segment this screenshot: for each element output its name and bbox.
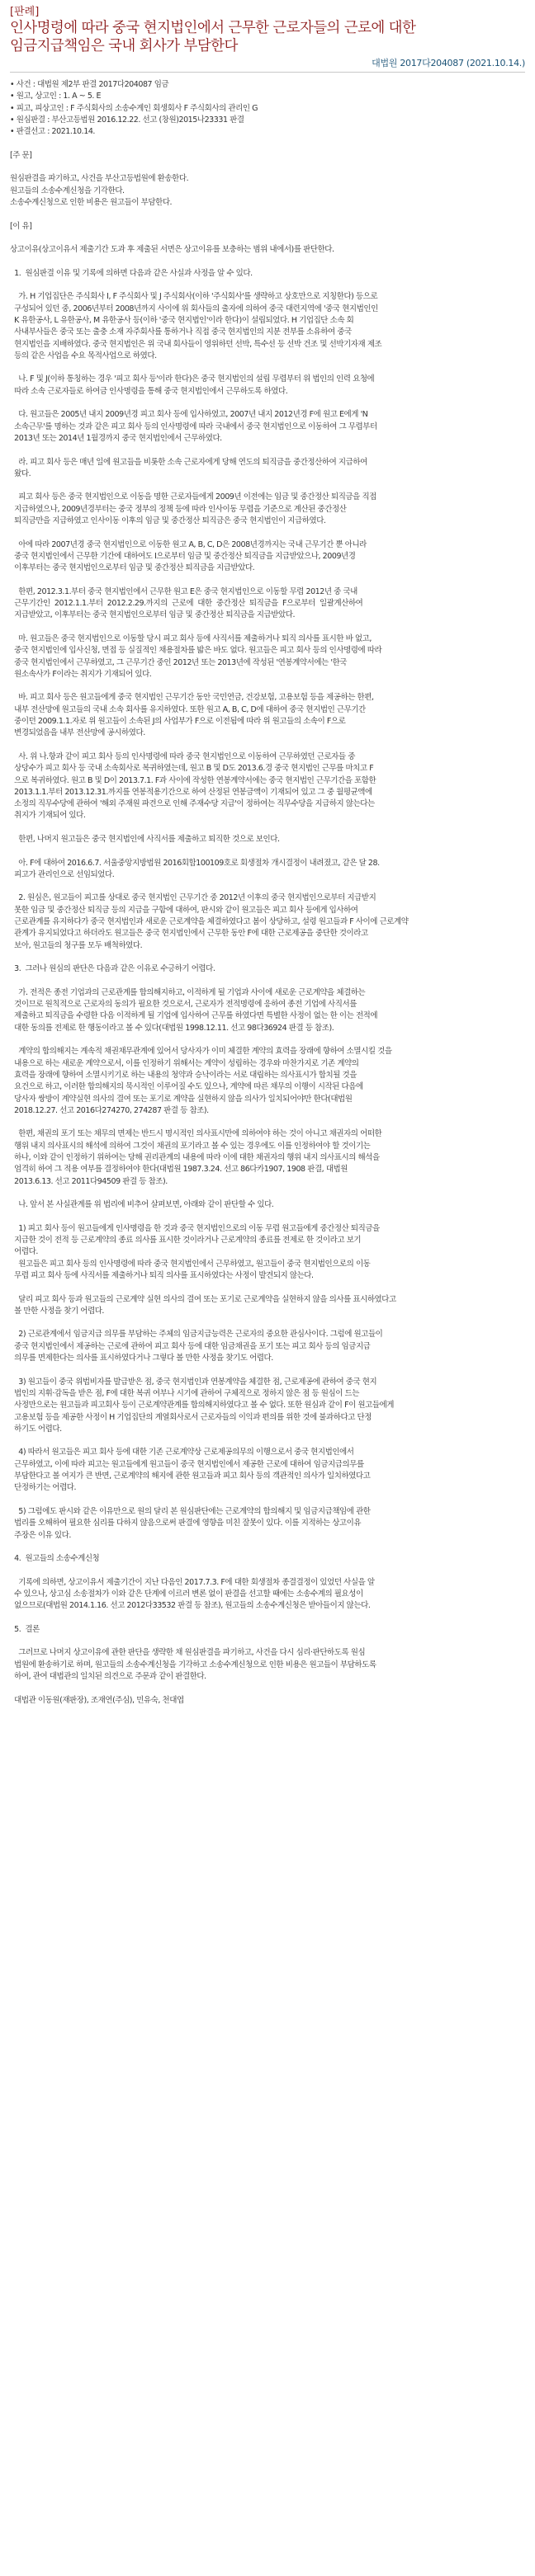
body-line: 아. F에 대하여 2016.6.7. 서울중앙지방법원 2016회합100109호로 회생절차 개시결정이 내려졌고, 같은 달 28. <box>10 858 380 868</box>
body-line: 사내부사들은 중국 또는 출충 소재 자주회사를 통하거나 직접 중국 현지법인의 지분 전부를 소유하여 중국 <box>10 327 352 337</box>
body-line <box>10 398 525 409</box>
body-line: 내용으로 하는 새로운 계약으로서, 이를 인정하기 위해서는 계약이 성립하는 경우와 마찬가지로 기존 계약의 <box>10 1058 359 1068</box>
body-line <box>10 1034 525 1046</box>
body-line: 마. 원고들은 중국 현지법인으로 이동할 당시 피고 회사 등에 사직서를 제출하거나 퇴직 의사를 표시한 바 없고, <box>10 633 372 643</box>
body-line: 3) 원고들이 중국 위법비자를 발급받은 점, 중국 현지법인과 연봉계약을 체결한 점, 근로제공에 관하여 중국 현지 <box>10 1377 377 1387</box>
body-line <box>10 209 525 220</box>
body-line: 가. H 기업집단은 주식회사 I, F 주식회사 및 J 주식회사(이하 '주식회사'를 생략하고 상호만으로 지칭한다) 등으로 <box>10 292 378 302</box>
body-line: 제출하고 퇴직금을 수령한 다음 이적하게 될 기업에 입사하여 근무를 하였다면 특별한 사정이 없는 한 이는 전적에 <box>10 1011 378 1021</box>
body-line: 관계가 유지되었다고 하더라도 원고들은 중국 현지법인에서 근무한 동안 F에 대한 근로제공을 중단한 것이라고 <box>10 929 368 939</box>
body-line: 피고가 관리인으로 선임되었다. <box>10 869 115 879</box>
body-line: 지급하였으나, 2009년경부터는 중국 정부의 정책 등에 따라 인사이동 무렵을 기준으로 계산된 중간정산 <box>10 504 347 514</box>
body-line: 바. 피고 회사 등은 원고들에게 중국 현지법인 근무기간 동안 국민연금, 건강보험, 고용보험 등을 제공하는 한편, <box>10 693 374 703</box>
body-line: 아에 따라 2007년경 중국 현지법인으로 이동한 원고 A, B, C, D은 2008년경까지는 국내 근무기간 뿐 아니라 <box>10 539 367 549</box>
body-line: 하여, 관여 대법관의 일치된 의견으로 주문과 같이 판결한다. <box>10 1672 206 1682</box>
body-line: 달리 피고 회사 등과 원고들의 근로계약 실현 의사의 결여 또는 포기로 근로계약을 실현하지 않을 의사를 표시하였다고 <box>10 1294 396 1304</box>
body-line: 대법관 이동원(재판장), 조재연(주심), 민유숙, 천대엽 <box>10 1695 184 1705</box>
title-divider <box>10 72 525 73</box>
body-line: 어렵다. <box>10 1247 38 1257</box>
body-line <box>10 1565 525 1576</box>
body-line: 볼 만한 사정을 찾기 어렵다. <box>10 1306 104 1316</box>
body-line: 나. 앞서 본 사실관계를 위 법리에 비추어 살펴보면, 아래와 같이 판단할 수 있다. <box>10 1200 274 1210</box>
body-line <box>10 1495 525 1506</box>
body-line: 소송수계신청으로 인한 비용은 원고들이 부담한다. <box>10 197 173 207</box>
body-line: 지급받았고, 이후부터는 중국 현지법인으로부터 임금 및 중간정산 퇴직금을 지급받았다. <box>10 610 296 620</box>
body-line <box>10 445 525 456</box>
body-line <box>10 1613 525 1624</box>
body-line <box>10 680 525 692</box>
body-line <box>10 280 525 291</box>
body-line <box>10 822 525 834</box>
body-line: 요건으로 하고, 이러한 합의해지의 묵시적인 이루어질 수도 있으나, 계약에 따른 채무의 이행이 시작된 다음에 <box>10 1082 363 1092</box>
body-line: [주 문] <box>10 150 32 160</box>
title-line: 임금지급책임은 국내 회사가 부담한다 <box>10 38 238 54</box>
body-line <box>10 622 525 633</box>
body-line: 2013.1.1.부터 2013.12.31.까지를 연봉적용기간으로 하여 산정된 연봉금액이 기재되어 있고 그 중 월평균액에 <box>10 787 372 797</box>
body-line: 3. 그러나 원심의 판단은 다음과 같은 이유로 수긍하기 어렵다. <box>10 964 215 974</box>
body-line: 효력을 장래에 향하여 소멸시키기로 하는 내용의 청약과 승낙이라는 서로 대립하는 의사표시가 합치될 것을 <box>10 1070 357 1080</box>
body-line: 소정의 직무수당에 관하여 '해외 주재원 파견으로 인해 주재수당 지급'이 정하여는 직무수당을 지급하지 않는다는 <box>10 799 375 809</box>
body-line <box>10 881 525 892</box>
body-line: 사. 위 나.항과 같이 피고 회사 등의 인사명령에 따라 중국 현지법인으로 이동하여 근무하였던 근로자들 중 <box>10 751 355 761</box>
body-line: 단정하기는 어렵다. <box>10 1483 77 1493</box>
body-line: 원심판결을 파기하고, 사건을 부산고등법원에 환송한다. <box>10 174 189 184</box>
body-line: 중국 현지법인에서 근무한 기간에 대하여도 I으로부터 임금 및 중간정산 퇴직금을 지급받았으나, 2009년경 <box>10 551 356 561</box>
body-line: 중국 현지법인에서 근무하였고, 그 근무기간 중인 2012년 또는 2013년에 작성된 '연봉계약서에는 '한국 <box>10 657 347 667</box>
case-number: 대법원 2017다204087 (2021.10.14.) <box>372 58 525 68</box>
body-line: 1. 원심판결 이유 및 기록에 의하면 다음과 같은 사실과 사정을 알 수 있다. <box>10 268 253 278</box>
body-line: 부담한다고 볼 여지가 큰 반면, 근로계약의 해지에 관한 원고들과 피고 회사 등의 객관적인 의사가 일치하였다고 <box>10 1472 371 1481</box>
body-line: 기록에 의하면, 상고이유서 제출기간이 지난 다음인 2017.7.3. F에 대한 회생절차 종결결정이 있었던 사실을 알 <box>10 1577 375 1587</box>
body-line <box>10 1188 525 1199</box>
body-line <box>10 1212 525 1223</box>
body-line: 고용보험 등을 제공한 사정이 H 기업집단의 계열회사로서 근로자들의 이익과 편의를 위한 것에 불과하다고 단정 <box>10 1412 372 1422</box>
body-line: 이후부터는 중국 현지법인으로부터 임금 및 중간정산 퇴직금을 지급받았다. <box>10 563 255 573</box>
title-line: 인사명령에 따라 중국 현지법인에서 근무한 근로자들의 근로에 대한 <box>10 20 416 36</box>
body-line: 없으므로(대법원 2014.1.16. 선고 2012다33532 판결 등 참조), 원고들의 소송수계신청은 받아들이지 않는다. <box>10 1601 371 1611</box>
body-line: 2) 근로관계에서 임금지급 의무를 부담하는 주체의 임금지급능력은 근로자의 중요한 관심사이다. 그럼에 원고들이 <box>10 1330 383 1340</box>
body-line: 등의 같은 사업을 수요 목적사업으로 하였다. <box>10 351 157 360</box>
body-line: 보아, 원고들의 청구를 모두 배척하였다. <box>10 940 143 950</box>
body-line: 5) 그럼에도 판시와 같은 이유만으로 원의 달리 본 원심판단에는 근로계약의 합의해지 및 임금지급책임에 관한 <box>10 1506 371 1516</box>
body-line: 가. 전적은 종전 기업과의 근로관계를 합의해지하고, 이적하게 될 기업과 사이에 새로운 근로계약을 체결하는 <box>10 987 366 997</box>
body-line <box>10 1636 525 1647</box>
body-line: 행위 내지 의사표시의 해석에 의하여 그것이 채권의 포기라고 볼 수 있는 경우에도 이를 인정하여야 할 것이기는 <box>10 1141 371 1151</box>
body-line: 대한 동의를 전제로 한 행동이라고 볼 수 있다(대법원 1998.12.11. 선고 98다36924 판결 등 참조). <box>10 1023 334 1033</box>
body-line: 한편, 2012.3.1.부터 중국 현지법인에서 근무한 원고 E은 중국 현지법인으로 이동할 무렵 2012년 중 국내 <box>10 586 357 596</box>
body-line <box>10 1282 525 1293</box>
body-line: 2013.6.13. 선고 2011다94509 판결 등 참조). <box>10 1176 168 1186</box>
body-line: 변경되었음을 내부 전산망에 공시하였다. <box>10 728 145 738</box>
body-line <box>10 480 525 492</box>
body-line <box>10 362 525 374</box>
body-line: 소속근무'를 명하는 것과 같은 피고 회사 등의 인사명령에 따라 국내에서 중국 현지법인으로 이동하여 그 무렵부터 <box>10 421 377 431</box>
body-line: 으로 복귀하였다. 원고 B 및 D이 2013.7.1. F과 사이에 작성한 연봉계약서에는 중국 현지법인 근무기간을 포함한 <box>10 775 376 785</box>
body-line: 지급한 것이 전적 등 근로계약의 종료 의사를 표시한 것이라거나 근로계약의 종료를 전제로 한 것이라고 보기 <box>10 1236 362 1246</box>
body-line: 원고들의 소송수계신청을 기각한다. <box>10 186 125 195</box>
body-line <box>10 976 525 987</box>
body-line: 나. F 및 J(이하 통칭하는 경우 '피고 회사 등'이라 한다)은 중국 현지법인의 설립 무렵부터 위 법인의 인력 요청에 <box>10 374 375 384</box>
body-line: 2018.12.27. 선고 2016다274270, 274287 판결 등 참조). <box>10 1105 209 1115</box>
body-line <box>10 1683 525 1694</box>
body-line: 계약의 합의해지는 계속적 채권채무관계에 있어서 당사자가 이미 체결한 계약의 효력을 장래에 향하여 소멸시킬 것을 <box>10 1047 392 1057</box>
body-line: 원고들은 피고 회사 등의 인사명령에 따라 중국 현지법인에서 근무하였고, 원고들이 중국 현지법인으로의 이동 <box>10 1259 371 1269</box>
body-line: 하기도 어렵다. <box>10 1424 62 1434</box>
body-line: • 원고, 상고인 : 1. A ~ 5. E <box>10 92 102 101</box>
body-line <box>10 162 525 173</box>
document-body <box>10 79 525 1707</box>
body-line <box>10 138 525 149</box>
body-line: 한편, 채권의 포기 또는 채무의 면제는 반드시 명시적인 의사표시만에 의하여야 하는 것이 아니고 채권자의 어떠한 <box>10 1129 382 1139</box>
body-line: 현지법인을 지배하였다. 중국 현지법인은 위 국내 회사들이 영위하던 선박, 특수선 등 선박 건조 및 선박기자재 제조 <box>10 339 382 349</box>
body-line: • 사건 : 대법원 제2부 판결 2017다204087 임금 <box>10 80 169 89</box>
body-line <box>10 256 525 267</box>
body-line: 법인의 지휘·감독을 받은 점, F에 대한 복귀 여부나 시기에 관하여 구체적으로 정하지 않은 점 등 원심이 드는 <box>10 1388 359 1398</box>
body-line: 2. 원심은, 원고들이 피고를 상대로 중국 현지법인 근무기간 중 2012년 이후의 중국 현지법인으로부터 지급받지 <box>10 893 376 903</box>
body-line: 상당수가 피고 회사 등 국내 소속회사로 복귀하였는데, 원고 B 및 D도 2013.6.경 중국 현지법인 근무를 마치고 F <box>10 764 374 774</box>
body-line: K 유한공사, L 유한공사, M 유한공사 등(이하 '중국 현지법인'이라 한다)이 설립되었다. H 기업집단 소속 회 <box>10 315 354 325</box>
body-line: 중국 현지법인에서 제공하는 근로에 관하여 피고 회사 등에 대한 임금채권을 포기 또는 피고 회사 등의 임금지급 <box>10 1341 371 1351</box>
body-line: 2013년 또는 2014년 1월경까지 중국 현지법인에서 근무하였다. <box>10 433 222 443</box>
body-line: 4. 원고들의 소송수계신청 <box>10 1554 100 1564</box>
body-line: 따라 소속 근로자들로 하여금 인사명령을 통해 중국 현지법인에서 근무하도록 하였다. <box>10 386 288 396</box>
body-line: 상고이유(상고이유서 제출기간 도과 후 제출된 서면은 상고이유를 보충하는 범위 내에서)를 판단한다. <box>10 245 334 255</box>
body-line: 하나, 이와 같이 인정하기 위하여는 당해 권리관계의 내용에 따라 이에 대한 채권자의 행위 내지 의사표시의 해석을 <box>10 1153 380 1163</box>
body-line: 근무하였고, 이에 따라 피고는 원고들에게 원고들이 중국 현지법인에서 제공한 근로에 대하여 임금지급의무를 <box>10 1459 364 1469</box>
body-line: 라. 피고 회사 등은 매년 일에 원고들을 비롯한 소속 근로자에게 당해 연도의 퇴직금을 중간정산하여 지급하여 <box>10 457 367 467</box>
body-line: 당사자 쌍방이 계약실현 의사의 결여 또는 포기로 계약을 실현하지 않을 의사가 일치되어야만 한다(대법원 <box>10 1094 353 1104</box>
body-line <box>10 233 525 244</box>
body-line: 중국 현지법인에 입사신청, 면접 등 실질적인 채용절차를 밟은 바도 없다. 원고들은 피고 회사 등의 인사명령에 따라 <box>10 646 382 656</box>
body-line: [이 유] <box>10 221 32 231</box>
body-line <box>10 1317 525 1329</box>
body-line: 그러므로 나머지 상고이유에 관한 판단을 생략한 채 원심판결을 파기하고, 사건을 다시 심리·판단하도록 원심 <box>10 1648 366 1658</box>
body-line <box>10 1364 525 1376</box>
body-line <box>10 574 525 586</box>
document-title <box>10 19 525 55</box>
body-line <box>10 1435 525 1447</box>
document-type-label: [판례] <box>10 6 40 18</box>
body-line: 구성되어 있던 중, 2006년부터 2008년까지 사이에 위 회사들의 출자에 의하여 중국 대련지역에 '중국 현지법인인 <box>10 304 378 313</box>
body-line: 의무를 면제한다는 의사를 표시하였다거나 그렇다 볼 만한 사정을 찾기도 어렵다. <box>10 1354 273 1363</box>
body-line: 못한 임금 및 중간정산 퇴직금 등의 지급을 구함에 대하여, 판시와 같이 원고들은 피고 회사 등에게 입사하여 <box>10 905 358 915</box>
body-line: 퇴직금만을 지급하였고 인사이동 이후의 임금 및 중간정산 퇴직금은 중국 현지법인이 지급하였다. <box>10 516 326 525</box>
body-line: 엄격히 하여 그 적용 여부를 결정하여야 한다(대법원 1987.3.24. 선고 86다카1907, 1908 판결, 대법원 <box>10 1165 348 1175</box>
body-line: 왔다. <box>10 469 31 478</box>
body-line: 근무기간인 2012.1.1.부터 2012.2.29.까지의 근로에 대한 중간정산 퇴직금을 F으로부터 일괄계산하여 <box>10 599 363 609</box>
body-line: 1) 피고 회사 등이 원고들에게 인사명령을 한 것과 중국 현지법인으로의 이동 무렵 원고들에게 중간정산 퇴직금을 <box>10 1223 380 1233</box>
body-line: 수 있으나, 상고심 소송절차가 이와 같은 단계에 이르러 변론 없이 판결을 선고할 때에는 소송수계의 필요성이 <box>10 1589 363 1599</box>
body-line <box>10 952 525 963</box>
body-line <box>10 527 525 539</box>
body-line: 내부 전산망에 원고들의 국내 소속 회사를 유지하였다. 또한 원고 A, B, C, D에 대하여 중국 현지법인 근무기간 <box>10 704 366 714</box>
body-line: • 피고, 피상고인 : F 주식회사의 소송수계인 회생회사 F 주식회사의 관리인 G <box>10 103 258 113</box>
body-line: 피고 회사 등은 중국 현지법인으로 이동을 명한 근로자들에게 2009년 이전에는 임금 및 중간정산 퇴직금을 직접 <box>10 492 376 502</box>
body-line: 무렵 피고 회사 등에 사직서를 제출하거나 퇴직 의사를 표시하였다는 사정이 발견되지 않는다. <box>10 1270 314 1280</box>
body-line <box>10 1542 525 1553</box>
body-line: 원소속사가 F이라는 취지가 기재되어 있다. <box>10 669 152 679</box>
body-line: 주장은 이유 있다. <box>10 1530 71 1540</box>
body-line: 5. 결론 <box>10 1624 40 1634</box>
body-line: 한편, 나머지 원고들은 중국 현지법인에 사직서를 제출하고 퇴직한 것으로 보인다. <box>10 835 280 844</box>
body-line: 것이므로 원칙적으로 근로자의 동의가 필요한 것으로서, 근로자가 전적명령에 응하여 종전 기업에 사직서를 <box>10 1000 357 1010</box>
body-line: 4) 따라서 원고들은 피고 회사 등에 대한 기존 근로계약상 근로제공의무의 이행으로서 중국 현지법인에서 <box>10 1448 354 1458</box>
body-line: 법리를 오해하여 필요한 심리를 다하지 않음으로써 판결에 영향을 미친 잘못이 있다. 이를 지적하는 상고이유 <box>10 1519 362 1528</box>
body-line: 중이던 2009.1.1.자로 위 원고들이 소속된 J의 사업부가 F으로 이전됨에 따라 위 원고들의 소속이 F으로 <box>10 717 346 727</box>
body-line <box>10 845 525 857</box>
body-line: 사정만으로는 원고들과 피고회사 등이 근로계약관계를 합의해지하였다고 볼 수 없다. 또한 원심과 같이 F이 원고들에게 <box>10 1401 395 1410</box>
body-line: 다. 원고들은 2005년 내지 2009년경 피고 회사 등에 입사하였고, 2007년 내지 2012년경 F에 원고 E에게 'N <box>10 410 368 420</box>
body-line: • 원심판결 : 부산고등법원 2016.12.22. 선고 (창원)2015나23331 판결 <box>10 115 244 125</box>
body-line: 근로관계를 유지하다가 중국 현지법인과 새로운 근로계약을 체결하였다고 봄이 상당하고, 설령 원고들과 F 사이에 근로계약 <box>10 917 409 927</box>
body-line <box>10 740 525 751</box>
body-line <box>10 1117 525 1128</box>
body-line: • 판결선고 : 2021.10.14. <box>10 127 95 137</box>
body-line: 법원에 환송하기로 하며, 원고들의 소송수계신청을 기각하고 소송수계신청으로 인한 비용은 원고들이 부담하도록 <box>10 1660 376 1669</box>
body-line: 취지가 기재되어 있다. <box>10 811 86 821</box>
